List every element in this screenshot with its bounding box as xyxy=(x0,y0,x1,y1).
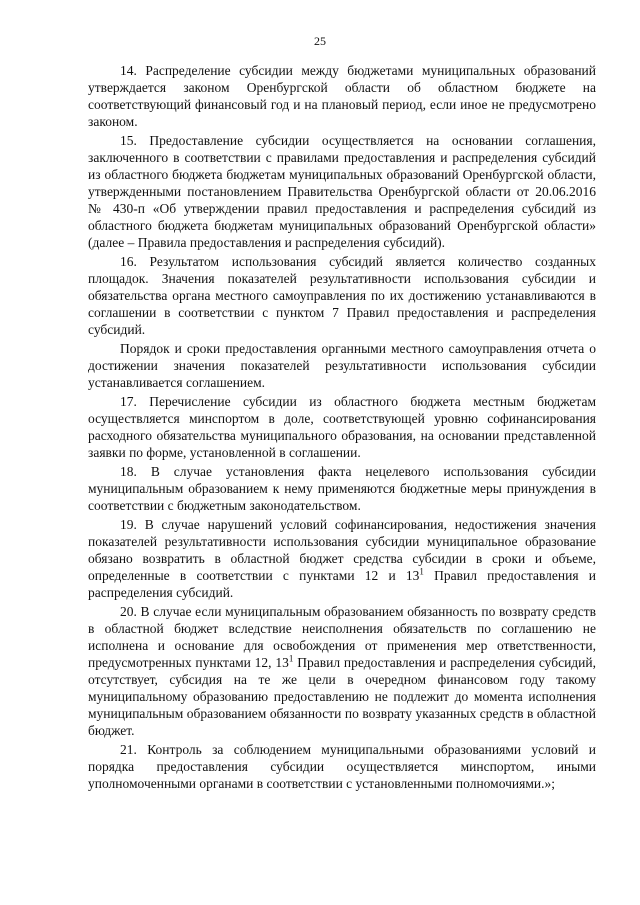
paragraph-20 xyxy=(88,603,596,739)
paragraph-20-text-b: Правил предоставления и распределения субсидий, отсутствует, субсидия на те же цели в очередном финансовом году такому муниципальному образованию предоставлению не подлежит до момента исполнения муниципальным образованием обязанности по возврату указанных средств в областной бюджет. xyxy=(88,655,596,738)
document-body xyxy=(88,62,596,794)
paragraph-19-superscript: 1 xyxy=(419,566,424,577)
paragraph-18: 18. В случае установления факта нецелевого использования субсидии муниципальным образованием к нему применяются бюджетные меры принуждения в соответствии с бюджетным законодательством. xyxy=(88,464,596,513)
paragraph-21: 21. Контроль за соблюдением муниципальными образованиями условий и порядка предоставления субсидии осуществляется минспортом, иными уполномоченными органами в соответствии с установленными полномочиями.»; xyxy=(88,742,596,791)
paragraph-17: 17. Перечисление субсидии из областного бюджета местным бюджетам осуществляется минспортом в доле, соответствующей уровню софинансирования расходного обязательства муниципального образования, на основании представленной заявки по форме, установленной в соглашении. xyxy=(88,394,596,460)
paragraph-16: 16. Результатом использования субсидий является количество созданных площадок. Значения показателей результативности использования субсидии и обязательства органа местного самоуправления по их достижению устанавливаются в соглашении в соответствии с пунктом 7 Правил предоставления и распределения субсидий. xyxy=(88,254,596,337)
paragraph-19-text-b: Правил предоставления и распределения субсидий. xyxy=(88,568,596,600)
paragraph-20-text-a: 20. В случае если муниципальным образованием обязанность по возврату средств в областной бюджет вследствие неисполнения обязательств по соглашению не исполнена и основание для освобождения от применения мер ответственности, предусмотренных пунктами 12, 13 xyxy=(88,604,596,670)
paragraph-19 xyxy=(88,516,596,601)
paragraph-15: 15. Предоставление субсидии осуществляется на основании соглашения, заключенного в соответствии с правилами предоставления и распределения субсидий из областного бюджета бюджетам муниципальных образований Оренбургской области, утвержденными постановлением Правительства Оренбургской области от 20.06.2016 № 430-п «Об утверждении правил предоставления и распределения субсидий из областного бюджета бюджетам муниципальных образований Оренбургской области» (далее – Правила предоставления и распределения субсидий). xyxy=(88,133,596,250)
paragraph-16-report: Порядок и сроки предоставления органными местного самоуправления отчета о достижении значения показателей результативности использования субсидии устанавливается соглашением. xyxy=(88,341,596,390)
paragraph-19-text-a: 19. В случае нарушений условий софинансирования, недостижения значения показателей результативности использования субсидии муниципальное образование обязано возвратить в областной бюджет средства субсидии в сроки и объеме, определенные в соответствии с пунктами 12 и 13 xyxy=(88,517,596,583)
paragraph-20-superscript: 1 xyxy=(288,653,294,664)
page-number: 25 xyxy=(314,34,326,48)
paragraph-14: 14. Распределение субсидии между бюджетами муниципальных образований утверждается законом Оренбургской области об областном бюджете на соответствующий финансовый год и на плановый период, если иное не предусмотрено законом. xyxy=(88,63,596,129)
